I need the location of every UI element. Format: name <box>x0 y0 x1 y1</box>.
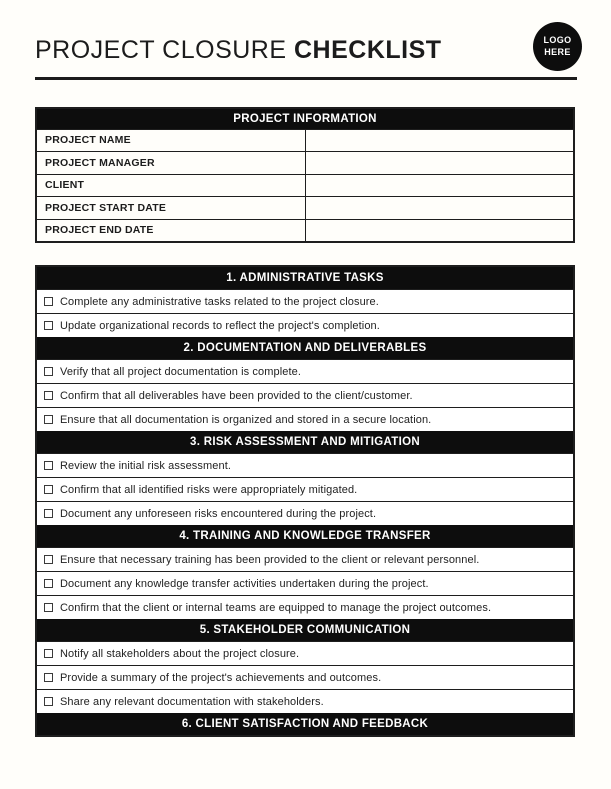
info-value-cell[interactable] <box>305 129 574 152</box>
info-row-label: CLIENT <box>36 174 305 197</box>
section-header: 3. RISK ASSESSMENT AND MITIGATION <box>37 431 573 453</box>
section-header: 1. ADMINISTRATIVE TASKS <box>37 267 573 289</box>
info-value-cell[interactable] <box>305 174 574 197</box>
checklist-item-label: Complete any administrative tasks related to the project closure. <box>60 295 379 308</box>
checkbox-icon[interactable] <box>44 415 53 424</box>
checkbox-icon[interactable] <box>44 579 53 588</box>
checkbox-icon[interactable] <box>44 673 53 682</box>
checklist-item[interactable] <box>37 689 573 713</box>
checkbox-icon[interactable] <box>44 367 53 376</box>
info-table-body <box>36 129 574 242</box>
checklist-item[interactable] <box>37 407 573 431</box>
checklist-item-label: Notify all stakeholders about the project closure. <box>60 647 300 660</box>
checklist-item[interactable] <box>37 571 573 595</box>
checklist-item-label: Confirm that all deliverables have been provided to the client/customer. <box>60 389 413 402</box>
checklist-item[interactable] <box>37 595 573 619</box>
checklist-item-label: Share any relevant documentation with stakeholders. <box>60 695 324 708</box>
checklist-item[interactable] <box>37 641 573 665</box>
info-row-label: PROJECT NAME <box>36 129 305 152</box>
section-header: 4. TRAINING AND KNOWLEDGE TRANSFER <box>37 525 573 547</box>
logo-placeholder <box>533 22 582 71</box>
info-table-header: PROJECT INFORMATION <box>36 108 574 129</box>
checklist-item-label: Update organizational records to reflect the project's completion. <box>60 319 380 332</box>
checkbox-icon[interactable] <box>44 697 53 706</box>
checkbox-icon[interactable] <box>44 509 53 518</box>
info-row-label: PROJECT END DATE <box>36 219 305 242</box>
checklist-item[interactable] <box>37 359 573 383</box>
info-row <box>36 219 574 242</box>
checkbox-icon[interactable] <box>44 391 53 400</box>
checklist-item[interactable] <box>37 477 573 501</box>
logo-text-line1: LOGO <box>543 35 572 46</box>
title-divider <box>35 77 577 80</box>
checklist-item[interactable] <box>37 547 573 571</box>
checkbox-icon[interactable] <box>44 603 53 612</box>
info-value-cell[interactable] <box>305 197 574 220</box>
info-value-cell[interactable] <box>305 219 574 242</box>
info-row <box>36 174 574 197</box>
info-value-cell[interactable] <box>305 152 574 175</box>
info-row-label: PROJECT START DATE <box>36 197 305 220</box>
info-row <box>36 152 574 175</box>
checklist-item[interactable] <box>37 665 573 689</box>
page-title-bold: CHECKLIST <box>293 36 442 64</box>
checklist-item-label: Ensure that necessary training has been provided to the client or relevant personnel. <box>60 553 480 566</box>
section-header: 5. STAKEHOLDER COMMUNICATION <box>37 619 573 641</box>
checklist-item[interactable] <box>37 383 573 407</box>
checklist-item-label: Provide a summary of the project's achievements and outcomes. <box>60 671 382 684</box>
checklist-item-label: Review the initial risk assessment. <box>60 459 232 472</box>
checklist-item-label: Document any knowledge transfer activities undertaken during the project. <box>60 577 429 590</box>
checklist-item-label: Document any unforeseen risks encountered during the project. <box>60 507 377 520</box>
page-title <box>35 36 442 65</box>
checklist-item[interactable] <box>37 289 573 313</box>
section-header: 2. DOCUMENTATION AND DELIVERABLES <box>37 337 573 359</box>
info-row <box>36 129 574 152</box>
checklist-item-label: Confirm that the client or internal teams are equipped to manage the project outcomes. <box>60 601 492 614</box>
checkbox-icon[interactable] <box>44 555 53 564</box>
checkbox-icon[interactable] <box>44 461 53 470</box>
checkbox-icon[interactable] <box>44 485 53 494</box>
checkbox-icon[interactable] <box>44 321 53 330</box>
info-row <box>36 197 574 220</box>
checklist-item-label: Verify that all project documentation is complete. <box>60 365 302 378</box>
checklist-sections <box>35 265 575 737</box>
checklist-item[interactable] <box>37 453 573 477</box>
section-header: 6. CLIENT SATISFACTION AND FEEDBACK <box>37 713 573 735</box>
checklist-item-label: Confirm that all identified risks were appropriately mitigated. <box>60 483 358 496</box>
logo-text-line2: HERE <box>544 46 571 57</box>
checklist-item[interactable] <box>37 313 573 337</box>
page-title-regular: PROJECT CLOSURE <box>35 36 294 64</box>
checkbox-icon[interactable] <box>44 297 53 306</box>
project-information-table <box>35 107 575 243</box>
document-header <box>35 20 577 76</box>
checklist-item[interactable] <box>37 501 573 525</box>
checkbox-icon[interactable] <box>44 649 53 658</box>
info-table-header-row <box>36 108 574 129</box>
checklist-item-label: Ensure that all documentation is organized and stored in a secure location. <box>60 413 432 426</box>
info-row-label: PROJECT MANAGER <box>36 152 305 175</box>
